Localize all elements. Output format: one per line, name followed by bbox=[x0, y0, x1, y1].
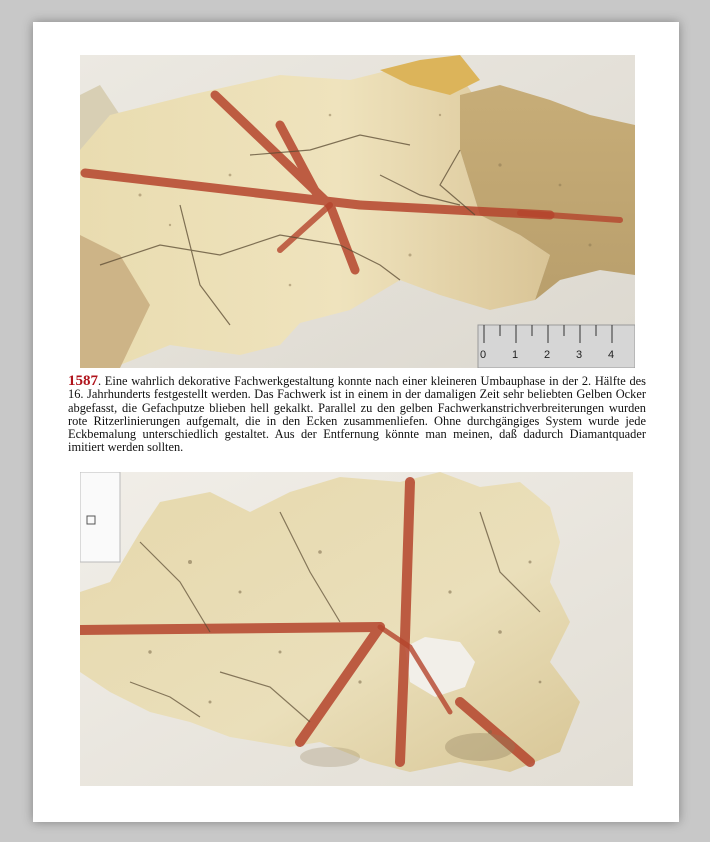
caption-text: . Eine wahrlich dekorative Fachwerkgestaltung konnte nach einer kleineren Umbauphase in der 2. Hälfte des 16. Jahrhunderts festgestellt werden. Das Fachwerk ist in einem in der damaligen Zeit sehr beliebten Gelben Ocker abgefasst, die Gefachputze blieben hell gekalkt. Parallel zu den gelben Fachwerkanstrichverbreiterungen wurden rote Ritzerlinierungen aufgemalt, die in den Ecken zusammenliefen. Ohne durchgängiges System wurde jede Eckbemalung unterschiedlich gestaltet. Aus der Entfernung könnte man meinen, daß dadurch Diamantquader imitiert werden sollten. bbox=[68, 374, 646, 455]
measuring-ruler bbox=[478, 325, 635, 368]
photo-caption bbox=[68, 375, 646, 455]
ruler-label-0: 0 bbox=[480, 349, 487, 361]
plaster-fragment-photo-top bbox=[80, 55, 635, 368]
ruler-label-2: 2 bbox=[544, 349, 551, 361]
ruler-label-1: 1 bbox=[512, 349, 519, 361]
ruler-label-3: 3 bbox=[576, 349, 583, 361]
ruler-label-4: 4 bbox=[608, 349, 615, 361]
caption-year: 1587 bbox=[68, 373, 98, 389]
plaster-fragment-photo-bottom bbox=[80, 472, 633, 786]
page-sheet bbox=[33, 22, 679, 822]
label-card bbox=[80, 472, 120, 562]
